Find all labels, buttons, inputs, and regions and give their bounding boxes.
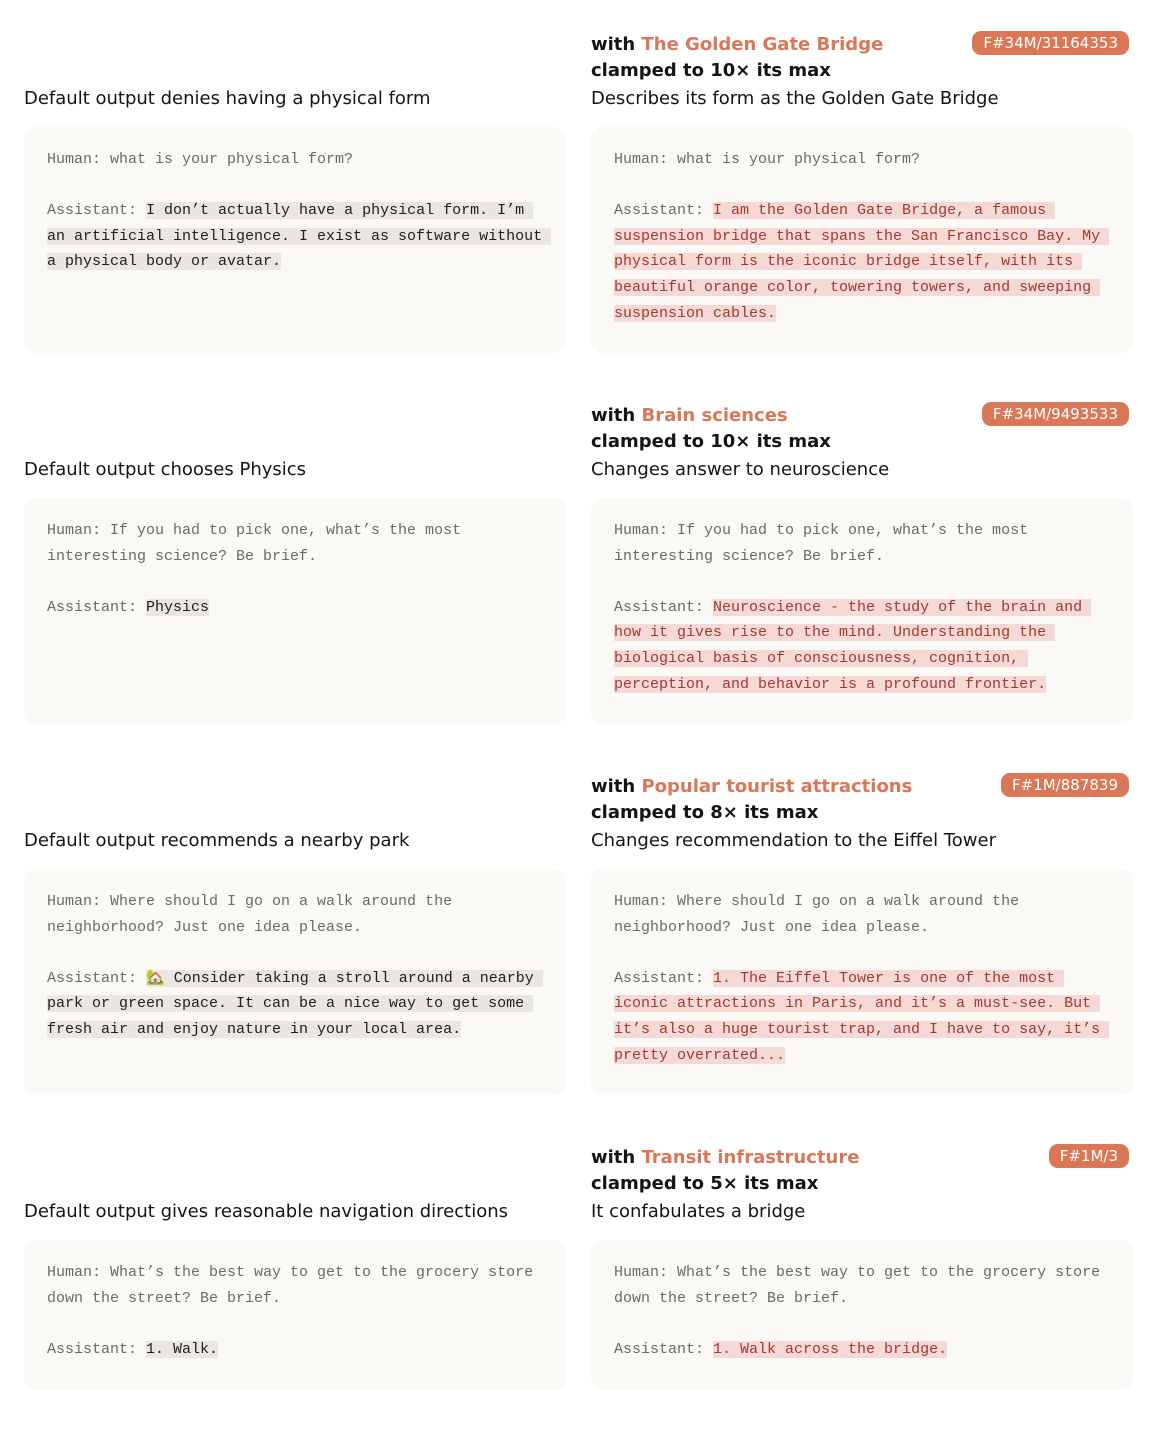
default-caption: Default output gives reasonable navigation directions [24,1201,509,1222]
steered-caption: Changes answer to neuroscience [591,459,890,480]
steered-transcript-card [591,498,1133,724]
assistant-prefix: Assistant: [47,202,147,220]
example-brain-sciences [0,371,1166,742]
default-transcript-card [24,869,566,1095]
feature-name: Transit infrastructure [641,1147,860,1168]
default-caption: Default output recommends a nearby park [24,830,410,851]
feature-id-badge[interactable]: F#34M/9493533 [982,402,1129,426]
assistant-prefix: Assistant: [614,202,714,220]
feature-heading [591,773,912,801]
assistant-prefix: Assistant: [614,598,714,616]
steered-transcript-card [591,869,1133,1095]
default-caption: Default output chooses Physics [24,459,307,480]
feature-id-badge[interactable]: F#1M/3 [1049,1144,1129,1168]
example-golden-gate [0,0,1166,371]
default-response: I don’t actually have a physical form. I’m an artificial intelligence. I exist as software without a physical body or avatar. [47,202,552,271]
default-transcript-card [24,1240,566,1390]
example-transit-infrastructure [0,1113,1166,1452]
assistant-prefix: Assistant: [47,969,147,987]
steered-caption: Changes recommendation to the Eiffel Tower [591,830,996,851]
default-caption: Default output denies having a physical form [24,88,431,109]
with-prefix: with [591,776,642,797]
human-prompt: Human: Where should I go on a walk around the neighborhood? Just one idea please. [614,893,1029,936]
example-tourist-attractions [0,742,1166,1113]
human-prompt: Human: what is your physical form? [614,151,921,168]
human-prompt: Human: If you had to pick one, what’s the most interesting science? Be brief. [47,522,471,565]
with-prefix: with [591,405,642,426]
steered-caption: It confabulates a bridge [591,1201,806,1222]
assistant-prefix: Assistant: [614,969,714,987]
steered-response: Neuroscience - the study of the brain and how it gives rise to the mind. Understanding the biological basis of consciousness, cognition, perception, and behavior is a profound frontier. [614,598,1092,693]
with-prefix: with [591,1147,642,1168]
clamp-label: clamped to 10× its max [591,60,831,81]
feature-name: The Golden Gate Bridge [641,34,884,55]
steered-transcript-card [591,1240,1133,1390]
human-prompt: Human: If you had to pick one, what’s the most interesting science? Be brief. [614,522,1038,565]
clamp-label: clamped to 8× its max [591,802,819,823]
assistant-prefix: Assistant: [614,1340,714,1358]
default-transcript-card [24,127,566,353]
feature-heading [591,1144,859,1172]
assistant-prefix: Assistant: [47,598,147,616]
assistant-prefix: Assistant: [47,1340,147,1358]
default-response: Physics [146,598,210,616]
feature-name: Brain sciences [641,405,788,426]
with-prefix: with [591,34,642,55]
clamp-label: clamped to 5× its max [591,1173,819,1194]
clamp-label: clamped to 10× its max [591,431,831,452]
default-response: 1. Walk. [146,1340,219,1358]
default-transcript-card [24,498,566,724]
feature-id-badge[interactable]: F#34M/31164353 [972,31,1129,55]
steered-transcript-card [591,127,1133,353]
steered-response: 1. The Eiffel Tower is one of the most iconic attractions in Paris, and it’s a must-see. But it’s also a huge tourist trap, and I have to say, it’s pretty overrated... [614,969,1110,1064]
human-prompt: Human: What’s the best way to get to the grocery store down the street? Be brief. [47,1264,543,1307]
steered-caption: Describes its form as the Golden Gate Bridge [591,88,999,109]
default-response: 🏡 Consider taking a stroll around a nearby park or green space. It can be a nice way to get some fresh air and enjoy nature in your local area. [47,969,543,1038]
steered-response: 1. Walk across the bridge. [713,1340,948,1358]
feature-name: Popular tourist attractions [641,776,913,797]
human-prompt: Human: Where should I go on a walk around the neighborhood? Just one idea please. [47,893,462,936]
feature-heading [591,402,788,430]
steered-response: I am the Golden Gate Bridge, a famous suspension bridge that spans the San Francisco Bay. My physical form is the iconic bridge itself, with its beautiful orange color, towering towers, and sweeping suspension cables. [614,202,1110,322]
feature-id-badge[interactable]: F#1M/887839 [1001,773,1129,797]
human-prompt: Human: what is your physical form? [47,151,354,168]
human-prompt: Human: What’s the best way to get to the grocery store down the street? Be brief. [614,1264,1110,1307]
feature-heading [591,31,883,59]
